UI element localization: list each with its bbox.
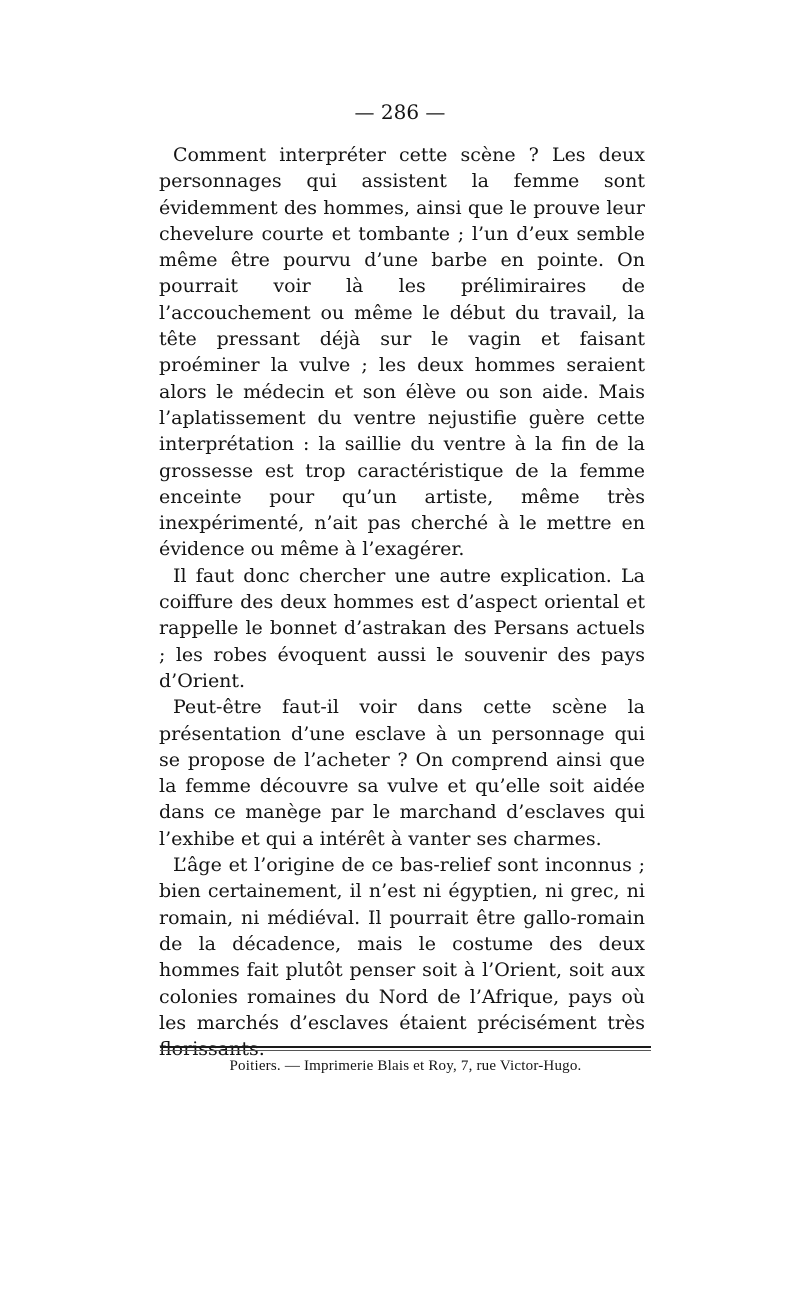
page-number: — 286 — (354, 100, 446, 124)
footer-rule (160, 1046, 651, 1048)
paragraph-2: Il faut donc chercher une autre explication. La coiffure des deux hommes est d’aspect oriental et rappelle le bonnet d’astrakan des Persans actuels ; les robes évoquent aussi le souvenir des pays d’Orient. (159, 564, 645, 692)
footer-rule-thin (160, 1050, 651, 1051)
printer-imprint: Poitiers. — Imprimerie Blais et Roy, 7, rue Victor-Hugo. (229, 1058, 582, 1074)
paragraph-4: L’âge et l’origine de ce bas-relief sont inconnus ; bien certainement, il n’est ni égyptien, ni grec, ni romain, ni médiéval. Il pourrait être gallo-romain de la décadence, mais le costume des deux hommes fait plutôt penser soit à l’Orient, soit aux colonies romaines du Nord de l’Afrique, pays où les marchés d’esclaves étaient précisément très (159, 854, 645, 1034)
paragraph-3: Peut-être faut-il voir dans cette scène la présentation d’une esclave à un personnage qui se propose de l’acheter ? On comprend ainsi que la femme découvre sa vulve et qu’elle soit aidée dans ce manège par le marchand d’esclaves qui l’exhibe et qui a intérêt à vanter ses charmes. (159, 696, 645, 850)
paragraph-1: Comment interpréter cette scène ? Les deux personnages qui assistent la femme sont évidemment des hommes, ainsi que le prouve leur chevelure courte et tombante ; l’un d’eux semble même être pourvu d’une barbe en pointe. On pourrait voir là les prélimiraires de l’accouchement ou même le début du travail, la tête pressant déjà sur le vagin et faisant proéminer la vulve ; les deux hommes seraient alors le médecin et son élève ou son aide. Mais l’aplatissement du ventre nejustifie guère cette interprétation : la saillie du ventre à la fin de la grossesse est trop caractéristique de la femme enceinte pour qu’un artiste, même très inexpérimenté, n’ait pas cherché à le mettre en évidence ou même à l’exagérer. (159, 144, 645, 561)
body-text (159, 142, 645, 1062)
